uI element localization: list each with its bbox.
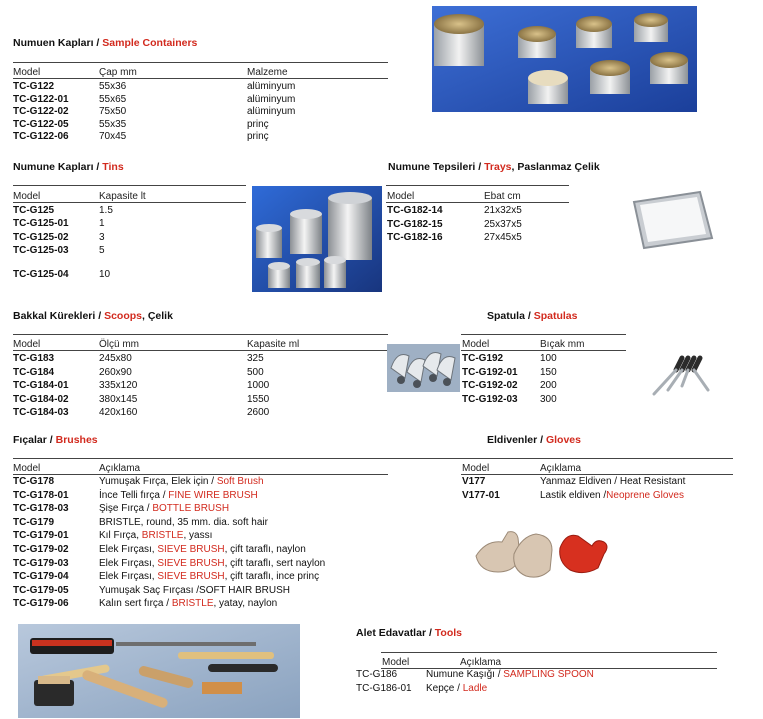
description-cell xyxy=(99,597,277,610)
value-cell: 55x65 xyxy=(99,93,127,105)
model-cell: TC-G178-01 xyxy=(13,489,69,501)
value-cell: 380x145 xyxy=(99,393,138,405)
model-cell: TC-G122-02 xyxy=(13,106,69,117)
model-cell: TC-G182-15 xyxy=(387,218,443,230)
model-cell: TC-G179-04 xyxy=(13,571,69,583)
model-cell: TC-G186-01 xyxy=(356,682,412,694)
description-suffix: , yatay, naylon xyxy=(213,598,278,610)
gloves-photo xyxy=(470,526,630,582)
value-cell: 1 xyxy=(99,218,105,229)
description-suffix: , çift taraflı, naylon xyxy=(224,544,306,555)
divider xyxy=(13,62,388,63)
description-english: Ladle xyxy=(462,682,488,694)
description-text: İnce Telli fırça / xyxy=(99,489,169,501)
divider xyxy=(386,202,569,203)
model-cell: TC-G183 xyxy=(13,353,55,364)
model-cell: TC-G184-01 xyxy=(13,380,69,391)
description-english: SAMPLING SPOON xyxy=(503,669,594,680)
model-cell: TC-G179-02 xyxy=(13,544,69,555)
value-cell: 21x32x5 xyxy=(484,205,522,216)
description-text: Yanmaz Eldiven / Heat Resistant xyxy=(540,476,686,487)
description-cell xyxy=(99,543,306,556)
trays-title: Numune Tepsileri / Trays, Paslanmaz Çelik xyxy=(388,161,600,173)
value-cell: 335x120 xyxy=(99,380,138,391)
title-en: Sample Containers xyxy=(102,37,198,49)
description-english: SIEVE BRUSH xyxy=(157,544,225,555)
description-text: Lastik eldiven / xyxy=(540,489,607,501)
divider xyxy=(13,185,246,186)
description-text: Yumuşak Saç Fırçası /SOFT HAIR BRUSH xyxy=(99,584,290,596)
model-cell: TC-G184-03 xyxy=(13,407,69,418)
model-cell: TC-G125-03 xyxy=(13,245,69,256)
model-cell: TC-G179 xyxy=(13,516,55,528)
description-cell xyxy=(540,489,684,502)
value-cell: 260x90 xyxy=(99,366,132,378)
description-english: Neoprene Gloves xyxy=(606,489,684,501)
description-text: Numune Kaşığı / xyxy=(426,669,504,680)
description-cell xyxy=(99,489,258,502)
description-english: SIEVE BRUSH xyxy=(157,557,225,569)
divider xyxy=(386,185,569,186)
model-cell: TC-G192-01 xyxy=(462,366,518,378)
value-cell: 245x80 xyxy=(99,353,132,364)
description-cell xyxy=(99,516,268,529)
model-cell: TC-G192 xyxy=(462,353,504,364)
value-cell: 55x35 xyxy=(99,118,127,130)
description-suffix: , çift taraflı, sert naylon xyxy=(224,557,326,569)
description-cell xyxy=(99,475,264,488)
tools-photo xyxy=(18,624,300,718)
tools-title: Alet Edavatlar / Tools xyxy=(356,627,463,639)
model-cell: TC-G182-16 xyxy=(387,232,443,243)
description-english: BOTTLE BRUSH xyxy=(152,503,230,515)
model-cell: TC-G122-01 xyxy=(13,93,69,105)
model-cell: TC-G178 xyxy=(13,476,55,487)
model-cell: TC-G122-05 xyxy=(13,118,69,130)
model-cell: TC-G184-02 xyxy=(13,393,69,405)
model-cell: TC-G192-03 xyxy=(462,393,518,405)
divider xyxy=(13,202,246,203)
spatulas-photo xyxy=(648,350,712,398)
description-cell xyxy=(540,475,685,488)
divider xyxy=(13,334,388,335)
value-cell: 10 xyxy=(99,269,111,280)
description-text: Elek Fırçası, xyxy=(99,557,158,569)
model-cell: TC-G122-06 xyxy=(13,131,69,142)
description-cell xyxy=(99,502,229,515)
description-text: Elek Fırçası, xyxy=(99,544,158,555)
value-cell: 1000 xyxy=(247,380,270,391)
value-cell: 300 xyxy=(540,393,557,405)
model-cell: V177-01 xyxy=(462,489,500,501)
value-cell: 420x160 xyxy=(99,407,138,418)
description-text: Kepçe / xyxy=(426,682,463,694)
model-cell: V177 xyxy=(462,476,486,487)
model-cell: TC-G179-03 xyxy=(13,557,69,569)
value-cell: 200 xyxy=(540,380,557,391)
model-cell: TC-G125-04 xyxy=(13,269,69,280)
divider xyxy=(13,350,388,351)
divider xyxy=(13,458,388,459)
model-cell: TC-G179-06 xyxy=(13,598,69,610)
description-suffix: , yassı xyxy=(183,530,213,542)
value-cell: 3 xyxy=(99,232,105,243)
value-cell: alüminyum xyxy=(247,106,296,117)
value-cell: 25x37x5 xyxy=(484,218,522,230)
value-cell: alüminyum xyxy=(247,81,296,92)
tins-title: Numune Kapları / Tins xyxy=(13,161,124,173)
divider xyxy=(13,78,388,79)
description-cell xyxy=(99,584,290,597)
divider xyxy=(461,334,626,335)
value-cell: 75x50 xyxy=(99,106,127,117)
value-cell: 27x45x5 xyxy=(484,232,522,243)
divider xyxy=(383,458,733,459)
description-cell xyxy=(99,557,325,570)
value-cell: 5 xyxy=(99,245,105,256)
description-suffix: , çift taraflı, ince prinç xyxy=(224,571,320,583)
value-cell: prinç xyxy=(247,118,269,130)
tray-photo xyxy=(630,190,714,250)
description-cell xyxy=(426,668,594,681)
model-cell: TC-G179-05 xyxy=(13,584,69,596)
value-cell: 325 xyxy=(247,353,264,364)
value-cell: prinç xyxy=(247,131,269,142)
description-text: Yumuşak Fırça, Elek için / xyxy=(99,476,217,487)
description-text: Kalın sert fırça / xyxy=(99,598,172,610)
description-english: SIEVE BRUSH xyxy=(157,571,225,583)
model-cell: TC-G184 xyxy=(13,366,55,378)
value-cell: 150 xyxy=(540,366,557,378)
scoops-title: Bakkal Kürekleri / Scoops, Çelik xyxy=(13,310,173,322)
model-cell: TC-G179-01 xyxy=(13,530,69,542)
model-cell: TC-G125-02 xyxy=(13,232,69,243)
description-english: BRISTLE xyxy=(171,598,214,610)
spatulas-title: Spatula / Spatulas xyxy=(487,310,578,322)
description-cell xyxy=(426,682,487,695)
value-cell: 100 xyxy=(540,353,557,364)
value-cell: alüminyum xyxy=(247,93,296,105)
model-cell: TC-G125 xyxy=(13,205,55,216)
divider xyxy=(461,350,626,351)
value-cell: 70x45 xyxy=(99,131,127,142)
sample-containers-title xyxy=(13,37,197,49)
description-cell xyxy=(99,570,319,583)
value-cell: 1.5 xyxy=(99,205,113,216)
description-cell xyxy=(99,529,212,542)
tins-photo xyxy=(252,186,382,292)
value-cell: 55x36 xyxy=(99,81,127,92)
gloves-title: Eldivenler / Gloves xyxy=(487,434,581,446)
value-cell: 500 xyxy=(247,366,264,378)
description-text: Kıl Fırça, xyxy=(99,530,142,542)
value-cell: 1550 xyxy=(247,393,270,405)
model-cell: TC-G182-14 xyxy=(387,205,443,216)
title-tr: Numuen Kapları / xyxy=(13,37,103,49)
divider xyxy=(381,652,717,653)
model-cell: TC-G125-01 xyxy=(13,218,69,229)
model-cell: TC-G122 xyxy=(13,81,55,92)
model-cell: TC-G192-02 xyxy=(462,380,518,391)
description-text: BRISTLE, round, 35 mm. dia. soft hair xyxy=(99,516,268,528)
description-text: Elek Fırçası, xyxy=(99,571,158,583)
description-english: FINE WIRE BRUSH xyxy=(168,489,258,501)
description-english: BRISTLE xyxy=(141,530,184,542)
value-cell: 2600 xyxy=(247,407,270,418)
description-english: Soft Brush xyxy=(216,476,264,487)
model-cell: TC-G186 xyxy=(356,669,398,680)
scoops-photo xyxy=(387,344,460,392)
description-text: Şişe Fırça / xyxy=(99,503,153,515)
sample-containers-photo xyxy=(432,6,697,112)
model-cell: TC-G178-03 xyxy=(13,503,69,515)
brushes-title: Fıçalar / Brushes xyxy=(13,434,98,446)
